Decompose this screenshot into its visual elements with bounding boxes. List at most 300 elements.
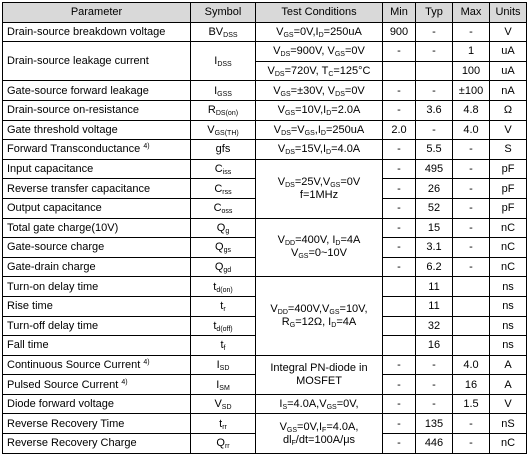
symbol-subscript: rr	[222, 423, 227, 431]
group-condition-cell	[256, 277, 383, 355]
table-row	[3, 159, 527, 179]
value-cell	[453, 277, 490, 297]
parameter-label: Total gate charge(10V)	[7, 221, 119, 234]
column-header: Min	[383, 3, 416, 23]
parameter-label: Pulsed Source Current	[7, 378, 119, 391]
value-cell: -	[453, 257, 490, 277]
symbol-text: t	[220, 339, 224, 352]
symbol-cell	[191, 218, 256, 238]
parameter-label: Input capacitance	[7, 163, 94, 176]
value-cell: -	[453, 140, 490, 160]
value-cell: -	[453, 434, 490, 454]
symbol-text: I	[214, 55, 218, 68]
condition-subscript: DS	[285, 149, 295, 157]
parameter-cell	[3, 394, 191, 414]
parameter-label: Output capacitance	[7, 202, 102, 215]
parameter-label: Diode forward voltage	[7, 398, 115, 411]
condition-subscript: F	[291, 439, 296, 447]
table-row	[3, 42, 527, 62]
condition-text: I	[279, 398, 283, 411]
value-cell: 3.1	[416, 238, 453, 258]
symbol-text: t	[213, 319, 217, 332]
condition-text: V	[277, 143, 286, 156]
value-cell: nC	[490, 434, 527, 454]
condition-subscript: GS	[283, 31, 294, 39]
symbol-text: V	[214, 398, 222, 411]
value-cell: 16	[453, 375, 490, 395]
parameter-label: Rise time	[7, 300, 53, 313]
condition-subscript: GS	[304, 129, 315, 137]
condition-subscript: S	[282, 404, 288, 412]
symbol-cell	[191, 198, 256, 218]
table-row	[3, 22, 527, 42]
symbol-subscript: DSS	[217, 61, 232, 69]
condition-text: V	[277, 104, 285, 117]
value-cell	[453, 336, 490, 356]
value-cell	[383, 61, 416, 81]
condition-line	[256, 247, 382, 260]
parameter-label: Forward Transconductance	[7, 143, 141, 156]
parameter-label: Continuous Source Current	[7, 358, 141, 371]
value-cell: 446	[416, 434, 453, 454]
symbol-cell	[191, 296, 256, 316]
value-cell: -	[453, 218, 490, 238]
condition-text: =4.0A,	[326, 420, 359, 433]
value-cell: -	[383, 140, 416, 160]
condition-subscript: DS	[280, 51, 291, 59]
condition-cell	[256, 42, 383, 62]
condition-subscript: DS	[285, 181, 295, 189]
parameter-cell	[3, 316, 191, 336]
condition-cell	[256, 100, 383, 120]
condition-text: =2.0A	[331, 104, 361, 117]
value-cell: 1.5	[453, 394, 490, 414]
condition-text: =250uA	[323, 25, 362, 38]
symbol-cell	[191, 81, 256, 101]
value-cell: pF	[490, 179, 527, 199]
parameter-label: Drain-source breakdown voltage	[7, 25, 166, 38]
parameter-cell	[3, 22, 191, 42]
table-row	[3, 355, 527, 375]
value-cell: -	[453, 159, 490, 179]
condition-text: =12Ω, I	[295, 316, 332, 328]
table-row	[3, 218, 527, 238]
symbol-text: R	[207, 104, 216, 117]
symbol-text: Q	[214, 261, 224, 274]
symbol-subscript: r	[223, 306, 226, 314]
value-cell: -	[383, 257, 416, 277]
condition-line	[256, 434, 382, 447]
condition-cell	[256, 61, 383, 81]
condition-text: R	[281, 316, 290, 328]
value-cell: 16	[416, 336, 453, 356]
symbol-text: I	[216, 378, 220, 391]
value-cell: pF	[490, 198, 527, 218]
value-cell: 100	[453, 61, 490, 81]
condition-subscript: DD	[277, 309, 288, 316]
symbol-cell	[191, 179, 256, 199]
value-cell: nC	[490, 238, 527, 258]
condition-cell	[256, 22, 383, 42]
condition-text: =400V,V	[287, 303, 330, 315]
column-header: Typ	[416, 3, 453, 23]
symbol-cell	[191, 22, 256, 42]
value-cell: 26	[416, 179, 453, 199]
symbol-text: I	[216, 358, 220, 371]
value-cell: 1	[453, 42, 490, 62]
condition-subscript: D	[326, 149, 332, 157]
symbol-cell	[191, 42, 256, 81]
condition-text: =4.0A,V	[287, 398, 327, 411]
parameter-label: Drain-source on-resistance	[7, 104, 140, 117]
symbol-text: C	[213, 202, 222, 215]
value-cell: -	[383, 414, 416, 434]
condition-line	[256, 189, 382, 202]
parameter-label: Fall time	[7, 339, 49, 352]
symbol-text: BV	[208, 25, 224, 38]
symbol-subscript: DSS	[223, 31, 238, 39]
condition-subscript: GS	[284, 110, 296, 118]
parameter-cell	[3, 434, 191, 454]
condition-text: =10V,I	[295, 104, 327, 117]
column-header: Parameter	[3, 3, 191, 23]
value-cell: -	[383, 434, 416, 454]
condition-subscript: GS	[286, 426, 298, 434]
symbol-subscript: GS(TH)	[214, 129, 239, 137]
value-cell: -	[453, 414, 490, 434]
parameter-cell	[3, 414, 191, 434]
symbol-cell	[191, 316, 256, 336]
value-cell: ns	[490, 296, 527, 316]
parameter-cell	[3, 257, 191, 277]
symbol-text: t	[220, 300, 224, 313]
value-cell: -	[453, 238, 490, 258]
parameter-cell	[3, 218, 191, 238]
parameter-label: Reverse Recovery Charge	[7, 437, 137, 450]
value-cell: -	[416, 120, 453, 140]
table-row	[3, 81, 527, 101]
parameter-label: Drain-source leakage current	[7, 55, 149, 68]
condition-subscript: DS	[335, 90, 345, 98]
footnote-marker: 4)	[143, 358, 150, 366]
condition-line	[256, 375, 382, 388]
value-cell: 900	[383, 22, 416, 42]
symbol-subscript: rss	[222, 188, 232, 196]
symbol-text: t	[219, 417, 223, 430]
symbol-text: I	[214, 84, 218, 97]
value-cell: uA	[490, 42, 527, 62]
parameter-label: Reverse Recovery Time	[7, 417, 125, 430]
value-cell: 5.5	[416, 140, 453, 160]
value-cell	[453, 296, 490, 316]
value-cell: V	[490, 120, 527, 140]
value-cell	[383, 277, 416, 297]
symbol-text: Q	[216, 437, 225, 450]
value-cell: -	[383, 42, 416, 62]
parameter-cell	[3, 100, 191, 120]
footnote-marker: 4)	[143, 143, 150, 151]
column-header: Units	[490, 3, 527, 23]
symbol-cell	[191, 120, 256, 140]
value-cell	[383, 296, 416, 316]
value-cell: A	[490, 375, 527, 395]
value-cell: -	[383, 238, 416, 258]
condition-text: =0V	[344, 84, 365, 97]
condition-subscript: GS	[298, 253, 309, 261]
condition-text: =4A	[340, 234, 361, 247]
condition-text: =4A	[336, 316, 357, 328]
value-cell: -	[416, 394, 453, 414]
value-cell: V	[490, 394, 527, 414]
condition-text: =0~10V	[308, 247, 347, 260]
condition-text: =±30V, V	[290, 84, 336, 97]
parameter-cell	[3, 336, 191, 356]
condition-cell	[256, 81, 383, 101]
value-cell: 52	[416, 198, 453, 218]
symbol-text: t	[213, 280, 217, 293]
symbol-subscript: d(off)	[216, 325, 233, 333]
symbol-subscript: rr	[224, 443, 230, 451]
parameter-cell	[3, 179, 191, 199]
condition-text: =V	[290, 123, 305, 136]
value-cell: -	[383, 198, 416, 218]
symbol-cell	[191, 159, 256, 179]
value-cell: nA	[490, 81, 527, 101]
value-cell: -	[453, 22, 490, 42]
value-cell: 6.2	[416, 257, 453, 277]
condition-text: =0V,	[336, 398, 359, 411]
condition-text: dl	[282, 433, 292, 446]
condition-line	[256, 234, 382, 247]
symbol-subscript: d(on)	[216, 286, 233, 294]
table-row	[3, 277, 527, 297]
value-cell: -	[383, 218, 416, 238]
value-cell: 15	[416, 218, 453, 238]
value-cell: 4.0	[453, 355, 490, 375]
condition-line	[256, 176, 382, 189]
condition-text: V	[273, 123, 282, 136]
symbol-text: C	[214, 163, 223, 176]
value-cell: ns	[490, 316, 527, 336]
condition-text: =15V,I	[294, 143, 327, 156]
value-cell: 3.6	[416, 100, 453, 120]
table-row	[3, 394, 527, 414]
condition-subscript: D	[331, 322, 337, 329]
value-cell: -	[416, 22, 453, 42]
symbol-subscript: gd	[223, 267, 232, 275]
condition-text: V	[290, 247, 299, 260]
condition-text: =25V,V	[294, 175, 331, 188]
symbol-cell	[191, 100, 256, 120]
value-cell: S	[490, 140, 527, 160]
condition-line	[256, 421, 382, 434]
value-cell: -	[383, 179, 416, 199]
symbol-subscript: GSS	[217, 90, 232, 98]
symbol-subscript: DS(on)	[215, 110, 239, 118]
value-cell	[453, 316, 490, 336]
condition-subscript: DS	[274, 71, 285, 79]
symbol-text: C	[214, 182, 223, 195]
condition-text: V	[279, 420, 287, 433]
symbol-subscript: g	[225, 227, 230, 235]
condition-subscript: D	[335, 240, 341, 248]
parameter-cell	[3, 355, 191, 375]
value-cell: -	[383, 394, 416, 414]
condition-subscript: GS	[334, 51, 345, 59]
value-cell: -	[383, 159, 416, 179]
value-cell: -	[383, 375, 416, 395]
value-cell: Ω	[490, 100, 527, 120]
condition-text: V	[276, 25, 284, 38]
condition-text: MOSFET	[296, 374, 342, 387]
column-header: Symbol	[191, 3, 256, 23]
condition-subscript: DD	[284, 240, 296, 248]
group-condition-cell	[256, 414, 383, 453]
value-cell: 32	[416, 316, 453, 336]
parameter-label: Gate threshold voltage	[7, 123, 118, 136]
parameter-label: Gate-drain charge	[7, 261, 96, 274]
value-cell: -	[453, 198, 490, 218]
condition-line	[256, 316, 382, 329]
group-condition-cell	[256, 218, 383, 277]
condition-cell	[256, 120, 383, 140]
table-row	[3, 414, 527, 434]
symbol-cell	[191, 394, 256, 414]
value-cell: -	[416, 355, 453, 375]
condition-text: V	[277, 175, 286, 188]
condition-text: V	[273, 45, 281, 58]
symbol-cell	[191, 140, 256, 160]
condition-cell	[256, 394, 383, 414]
condition-text: =125°C	[333, 65, 371, 78]
parameter-label: Gate-source charge	[7, 241, 105, 254]
condition-text: V	[267, 65, 275, 78]
value-cell: ns	[490, 277, 527, 297]
value-cell: 4.8	[453, 100, 490, 120]
value-cell: nC	[490, 257, 527, 277]
parameter-label: Turn-off delay time	[7, 319, 99, 332]
condition-subscript: DS	[281, 129, 291, 137]
symbol-subscript: f	[223, 345, 226, 353]
symbol-subscript: SD	[221, 404, 232, 412]
symbol-subscript: iss	[222, 169, 232, 177]
parameter-label: Reverse transfer capacitance	[7, 182, 151, 195]
condition-subscript: GS	[329, 309, 340, 316]
parameter-label: Turn-on delay time	[7, 280, 99, 293]
condition-text: =0V,I	[293, 25, 319, 38]
condition-text: =900V, V	[290, 45, 335, 58]
value-cell: -	[383, 355, 416, 375]
symbol-subscript: gs	[223, 247, 231, 255]
value-cell: A	[490, 355, 527, 375]
symbol-subscript: SM	[219, 384, 230, 392]
symbol-subscript: SD	[219, 364, 230, 372]
condition-text: /dt=100A/μs	[295, 433, 356, 446]
symbol-text: Q	[216, 221, 226, 234]
condition-text: V	[277, 234, 285, 247]
parameter-cell	[3, 140, 191, 160]
condition-subscript: GS	[326, 404, 337, 412]
symbol-cell	[191, 355, 256, 375]
condition-line	[256, 362, 382, 375]
parameter-cell	[3, 375, 191, 395]
value-cell: 2.0	[383, 120, 416, 140]
parameter-cell	[3, 277, 191, 297]
parameter-cell	[3, 42, 191, 81]
condition-text: ,I	[314, 123, 321, 136]
value-cell: -	[416, 375, 453, 395]
symbol-subscript: oss	[221, 208, 233, 216]
condition-subscript: GS	[330, 181, 341, 189]
condition-text: Integral PN-diode in	[270, 361, 368, 374]
value-cell: uA	[490, 61, 527, 81]
symbol-cell	[191, 277, 256, 297]
condition-text: =0V,I	[297, 420, 323, 433]
condition-subscript: D	[318, 31, 324, 39]
table-row	[3, 100, 527, 120]
symbol-cell	[191, 257, 256, 277]
table-row	[3, 140, 527, 160]
condition-text: V	[273, 84, 281, 97]
group-condition-cell	[256, 355, 383, 394]
condition-subscript: GS	[280, 90, 291, 98]
value-cell: 135	[416, 414, 453, 434]
condition-text: =10V,	[339, 303, 368, 315]
condition-text: =0V	[344, 45, 365, 58]
value-cell: V	[490, 22, 527, 42]
condition-text: f=1MHz	[299, 188, 339, 201]
symbol-cell	[191, 336, 256, 356]
symbol-cell	[191, 375, 256, 395]
footnote-marker: 4)	[121, 378, 128, 386]
parameter-cell	[3, 120, 191, 140]
parameter-cell	[3, 81, 191, 101]
condition-subscript: D	[320, 129, 326, 137]
value-cell: 495	[416, 159, 453, 179]
header-row	[3, 3, 527, 23]
condition-text: V	[270, 303, 278, 315]
condition-cell	[256, 140, 383, 160]
group-condition-cell	[256, 159, 383, 218]
condition-text: =0V	[340, 175, 361, 188]
parameter-cell	[3, 159, 191, 179]
value-cell: -	[383, 100, 416, 120]
condition-subscript: F	[322, 426, 327, 434]
value-cell: nS	[490, 414, 527, 434]
parameter-label: Gate-source forward leakage	[7, 84, 149, 97]
parameter-cell	[3, 296, 191, 316]
value-cell: -	[416, 42, 453, 62]
value-cell: ±100	[453, 81, 490, 101]
condition-subscript: G	[289, 322, 296, 329]
value-cell: -	[416, 81, 453, 101]
symbol-text: Q	[215, 241, 224, 254]
condition-text: =400V, I	[295, 234, 336, 247]
electrical-characteristics-table	[2, 2, 527, 454]
condition-text: =720V, T	[284, 65, 329, 78]
value-cell: -	[453, 179, 490, 199]
value-cell: -	[383, 81, 416, 101]
symbol-text: V	[207, 123, 215, 136]
condition-subscript: C	[328, 71, 334, 79]
column-header: Max	[453, 3, 490, 23]
condition-text: =250uA	[325, 123, 365, 136]
condition-text: =4.0A	[331, 143, 361, 156]
value-cell: nC	[490, 218, 527, 238]
value-cell: pF	[490, 159, 527, 179]
parameter-cell	[3, 238, 191, 258]
value-cell: 4.0	[453, 120, 490, 140]
